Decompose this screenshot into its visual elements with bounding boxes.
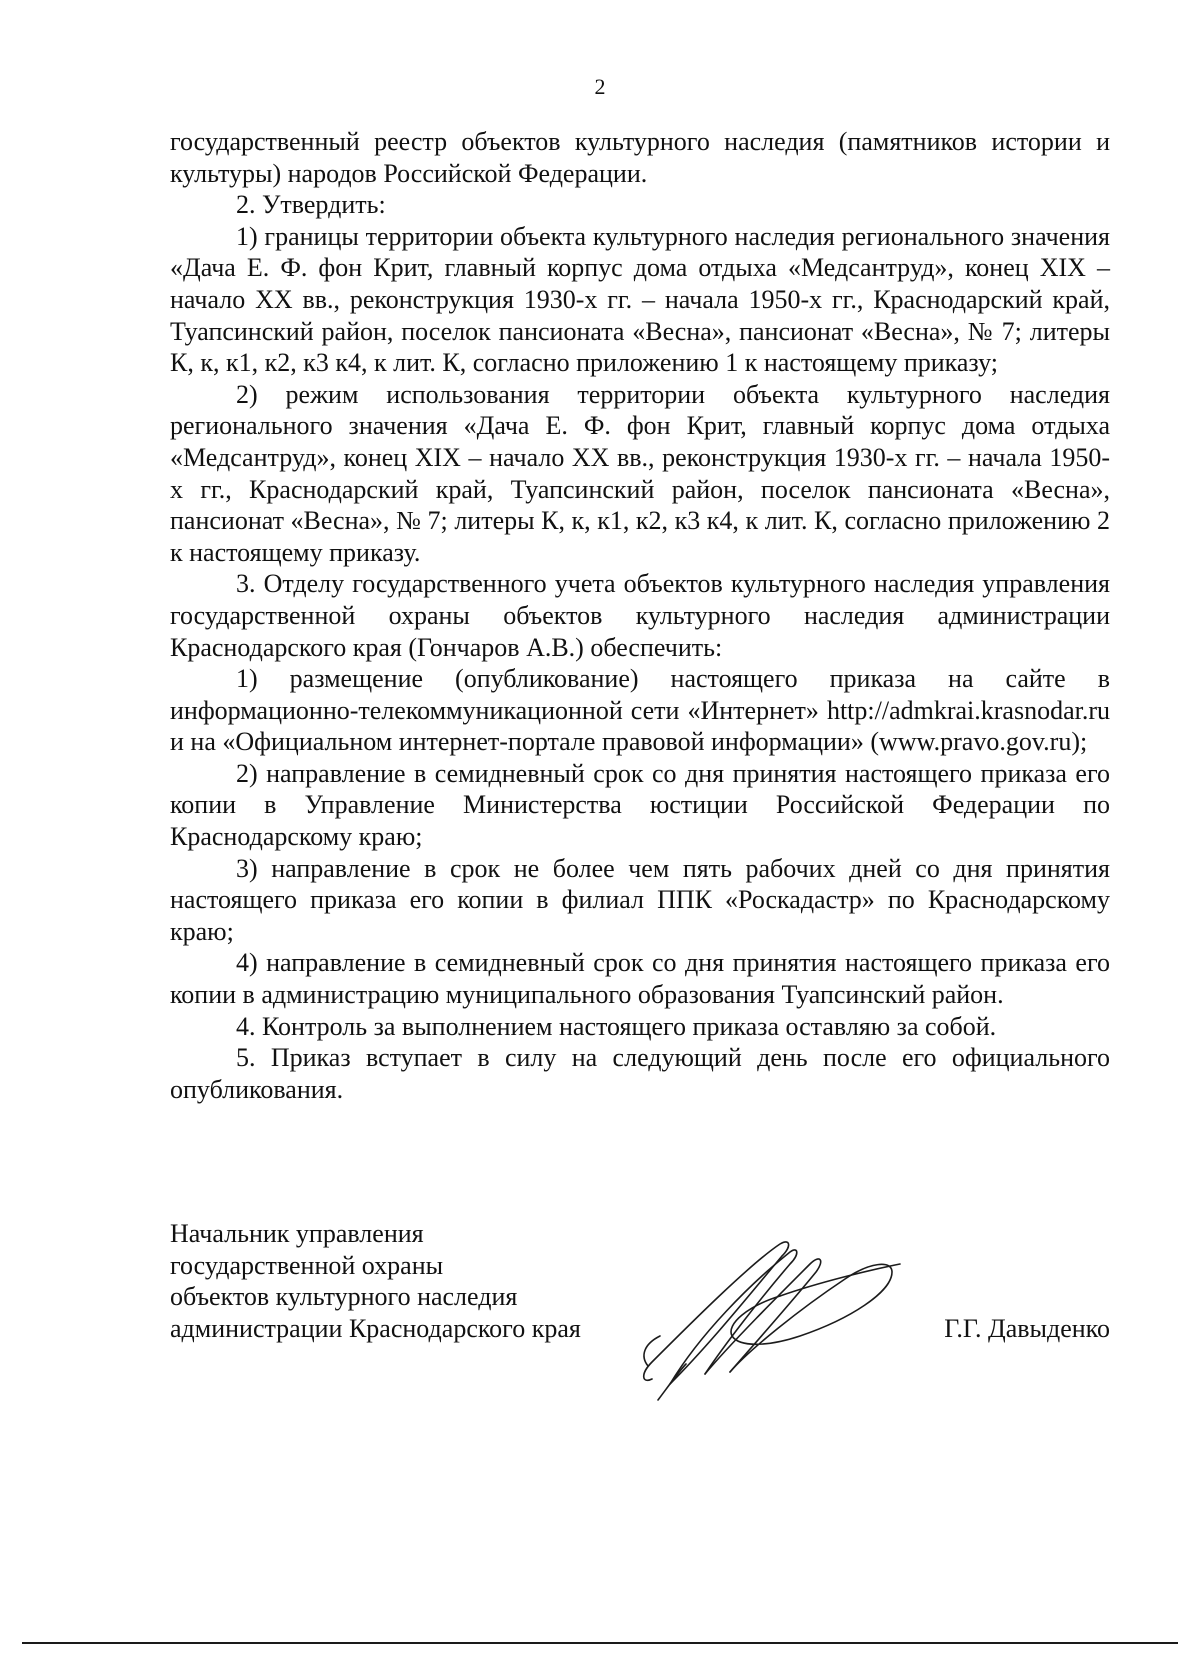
paragraph-item-2: 2. Утвердить: xyxy=(236,190,386,220)
position-line: объектов культурного наследия xyxy=(170,1282,518,1312)
paragraph-item-3-3: 3) направление в срок не более чем пять рабочих дней со дня принятия настоящего приказа его копии в филиал ППК «Роскадастр» по Краснодарскому краю; xyxy=(170,853,1110,946)
page-number: 2 xyxy=(594,74,606,99)
paragraph-item-5: 5. Приказ вступает в силу на следующий день после его официального опубликования. xyxy=(170,1043,1110,1104)
position-line: государственной охраны xyxy=(170,1250,444,1280)
signature-block xyxy=(170,1218,1110,1408)
paragraph-item-3: 3. Отделу государственного учета объектов культурного наследия управления государственной охраны объектов культурного наследия администрации Краснодарского края (Гончаров А.В.) обеспечить: xyxy=(170,569,1110,662)
paragraph-item-3-1: 1) размещение (опубликование) настоящего приказа на сайте в информационно-телекоммуникационной сети «Интернет» http://admkrai.krasnodar.ru и на «Официальном интернет-портале правовой информации» (www.pravo.gov.ru); xyxy=(170,664,1110,757)
paragraph-item-2-2: 2) режим использования территории объекта культурного наследия регионального значения «Дача Е. Ф. фон Крит, главный корпус дома отдыха «Медсантруд», конец XIX – начало XX вв., реконструкция 1930-х гг. – начала 1950-х гг., Краснодарский край, Туапсинский район, поселок пансионата «Весна», пансионат «Весна», № 7; литеры К, к, к1, к2, к3 к4, к лит. К, согласно приложению 2 к настоящему приказу. xyxy=(170,379,1110,567)
signatory-position xyxy=(170,1218,581,1344)
position-line: администрации Краснодарского края xyxy=(170,1313,581,1343)
signatory-name: Г.Г. Давыденко xyxy=(944,1313,1110,1343)
paragraph-item-4: 4. Контроль за выполнением настоящего приказа оставляю за собой. xyxy=(236,1011,997,1041)
paragraph-continuation: государственный реестр объектов культурного наследия (памятников истории и культуры) народов Российской Федерации. xyxy=(170,127,1110,188)
paragraph-item-3-2: 2) направление в семидневный срок со дня принятия настоящего приказа его копии в Управление Министерства юстиции Российской Федерации по Краснодарскому краю; xyxy=(170,758,1110,852)
paragraph-item-2-1: 1) границы территории объекта культурного наследия регионального значения «Дача Е. Ф. фон Крит, главный корпус дома отдыха «Медсантруд», конец XIX – начало XX вв., реконструкция 1930-х гг. – начала 1950-х гг., Краснодарский край, Туапсинский район, поселок пансионата «Весна», пансионат «Весна», № 7; литеры К, к, к1, к2, к3 к4, к лит. К, согласно приложению 1 к настоящему приказу; xyxy=(170,221,1110,378)
document-body xyxy=(170,126,1110,1105)
position-line: Начальник управления xyxy=(170,1219,424,1248)
paragraph-item-3-4: 4) направление в семидневный срок со дня принятия настоящего приказа его копии в администрацию муниципального образования Туапсинский район. xyxy=(170,948,1110,1010)
handwritten-signature xyxy=(630,1224,910,1404)
page-bottom-rule xyxy=(22,1642,1178,1644)
